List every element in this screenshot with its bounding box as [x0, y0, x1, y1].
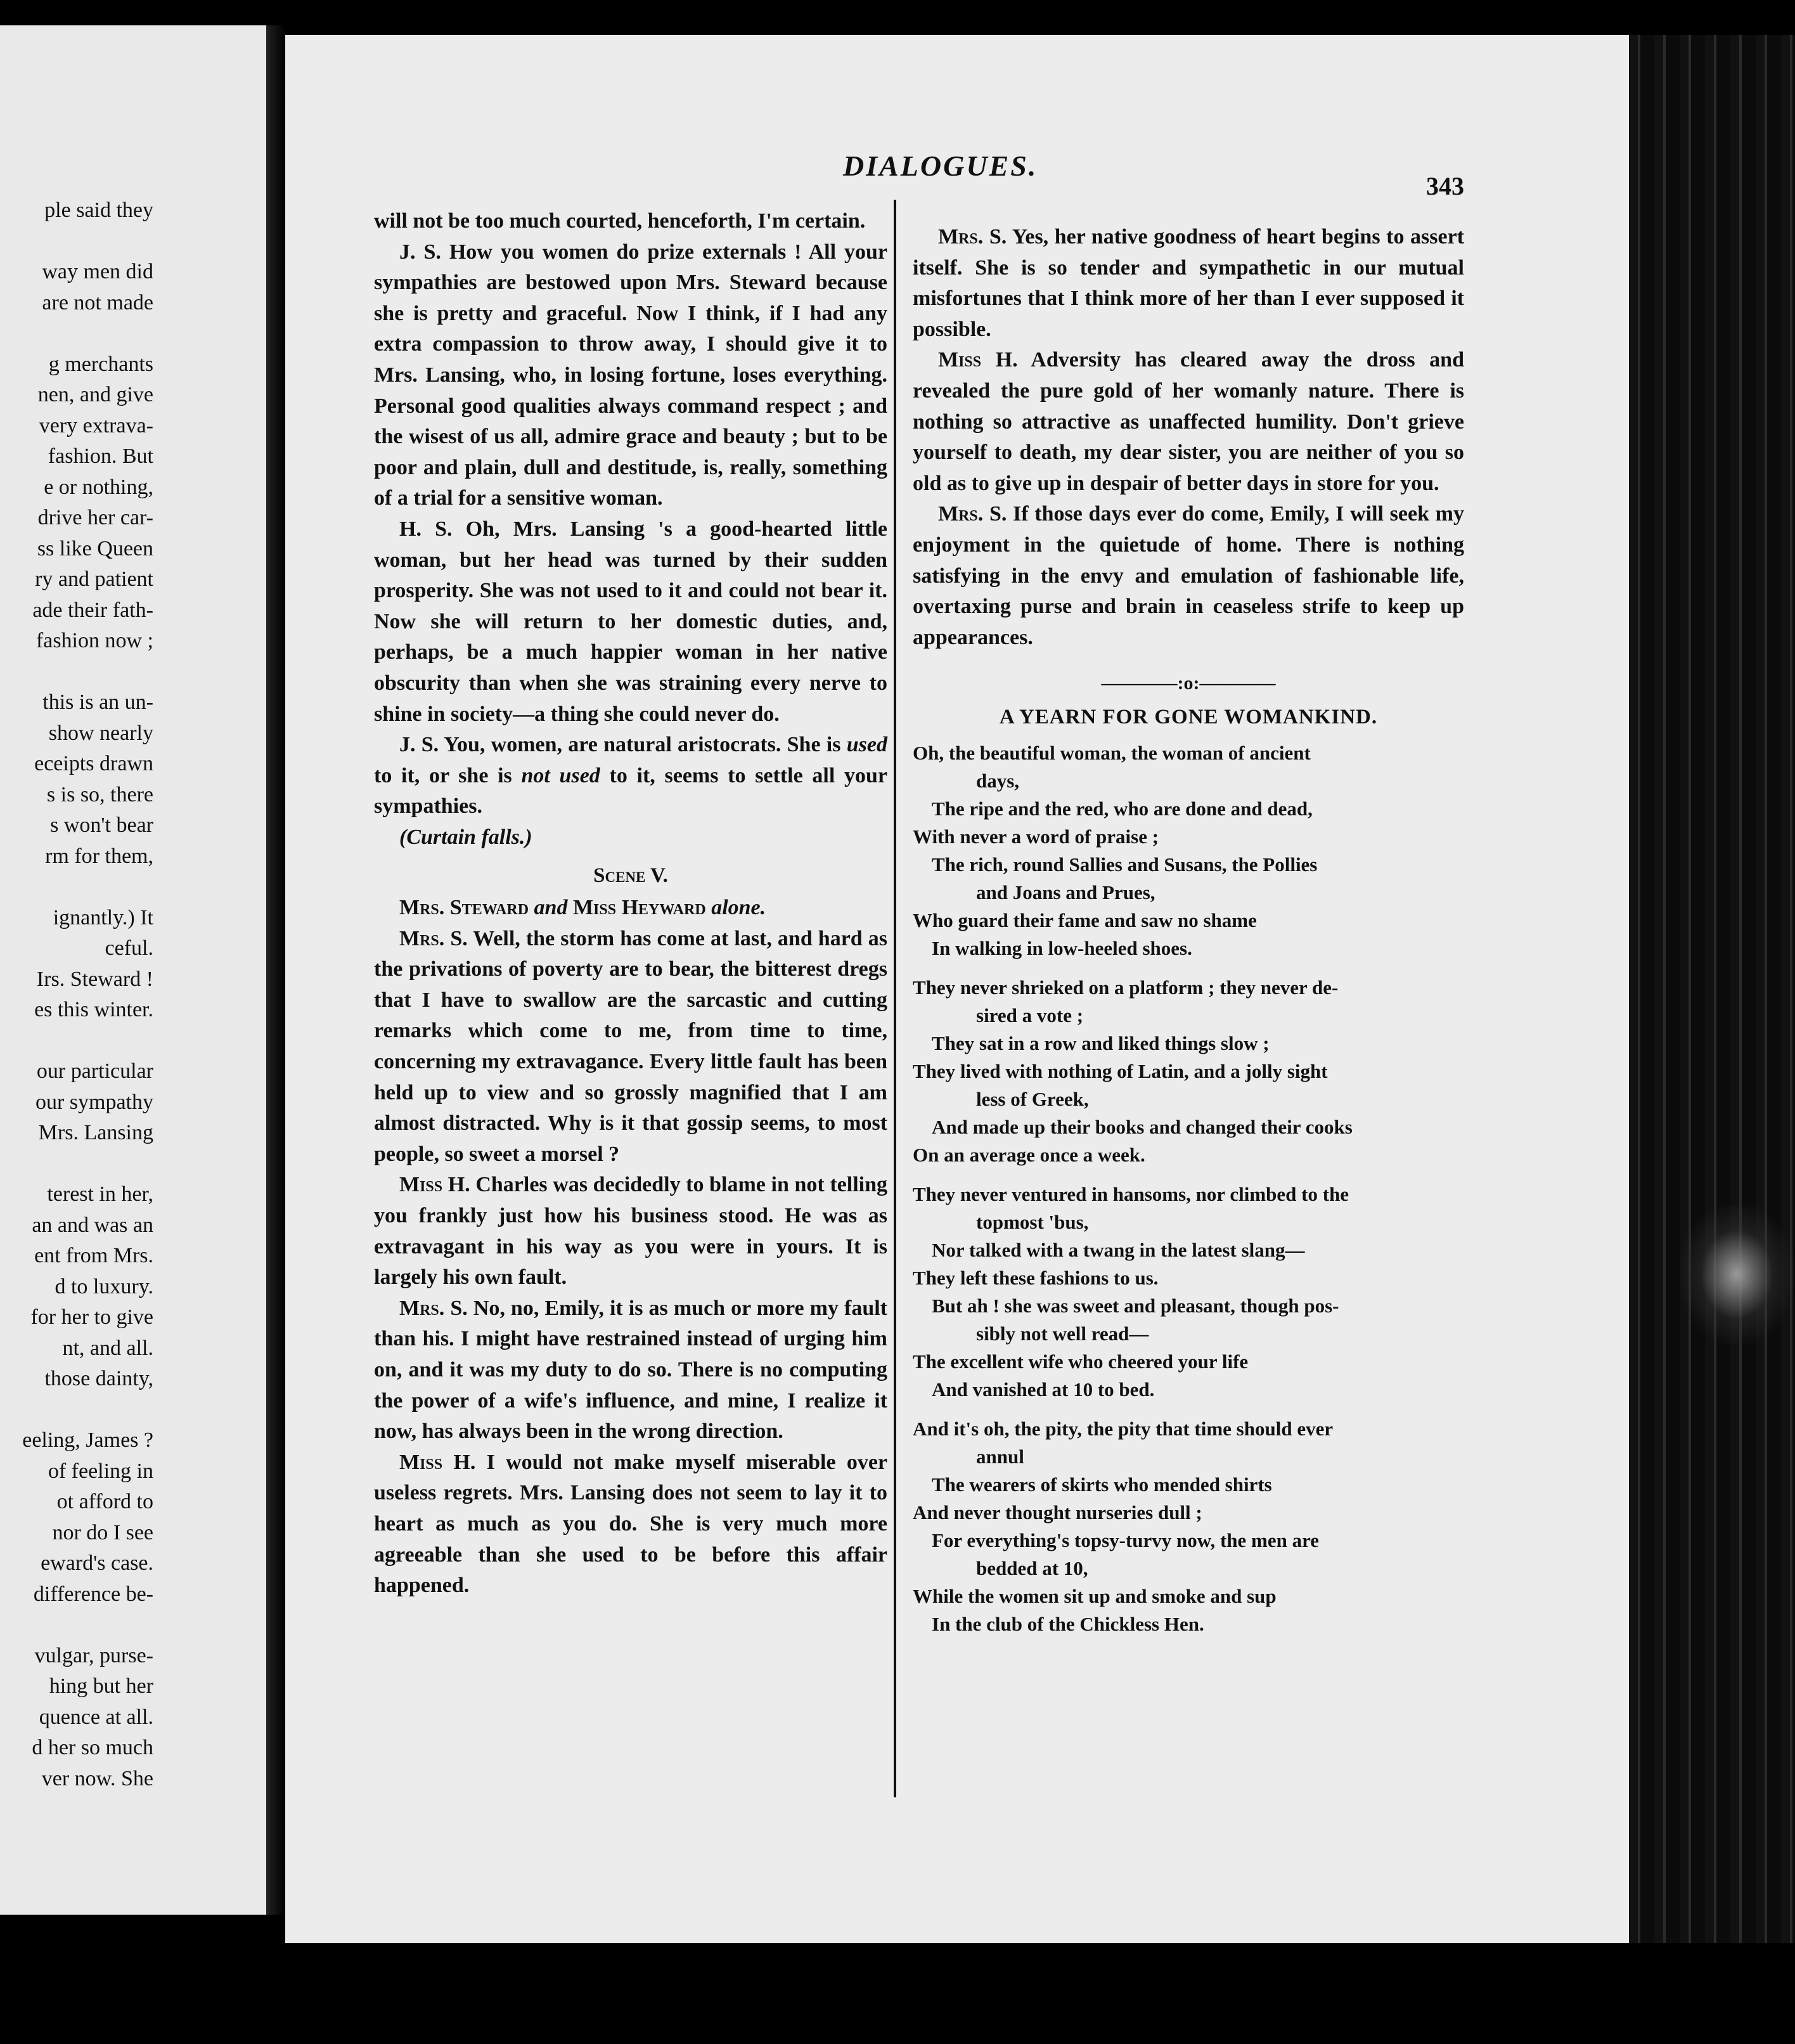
section-ornament: ————:o:————	[1101, 673, 1276, 694]
column-rule	[894, 200, 896, 1797]
paragraph: will not be too much courted, henceforth, I'm certain.	[374, 209, 866, 233]
left-page-line: way men did	[42, 260, 153, 283]
left-page-line: our particular	[36, 1059, 153, 1083]
poem-line: bedded at 10,	[976, 1556, 1088, 1579]
left-page-line: this is an un-	[42, 690, 153, 714]
left-page-line: ry and patient	[35, 567, 153, 591]
left-page-line	[0, 226, 266, 257]
speaker: Mrs. S.	[938, 502, 1007, 526]
left-page-line: Irs. Steward !	[36, 967, 153, 991]
left-page-line: our sympathy	[35, 1090, 153, 1114]
left-page-line: nt, and all.	[62, 1336, 153, 1360]
left-page-line: eward's case.	[41, 1551, 153, 1575]
left-page	[0, 25, 270, 1915]
poem-line: They never ventured in hansoms, nor climbed to the	[913, 1182, 1349, 1205]
left-page-line: difference be-	[33, 1582, 153, 1606]
speaker: Mrs. S.	[399, 926, 468, 950]
speaker: J. S.	[399, 240, 441, 264]
poem-line: and Joans and Prues,	[976, 881, 1155, 903]
poem-line: And vanished at 10 to bed.	[932, 1378, 1155, 1400]
left-page-line: nor do I see	[52, 1520, 153, 1544]
paragraph: Mrs. S. If those days ever do come, Emily, I will seek my enjoyment in the quietude of home. There is nothing satisfying in the envy and emulation of fashionable life, overtaxing purse and brain in ceaseless strife to keep up appearances.	[913, 502, 1465, 649]
speaker: H. S.	[399, 517, 453, 541]
poem-stanza	[913, 1415, 1464, 1638]
poem-line: Nor talked with a twang in the latest slang—	[932, 1238, 1305, 1261]
left-page-line: drive her car-	[37, 506, 153, 529]
left-page-line: an and was an	[32, 1213, 153, 1237]
left-page-line: g merchants	[48, 352, 153, 376]
poem-line: The wearers of skirts who mended shirts	[932, 1473, 1272, 1496]
left-page-line: ceful.	[105, 936, 153, 960]
left-page-line: terest in her,	[47, 1182, 153, 1206]
left-page-line	[0, 1610, 266, 1641]
poem-line: The excellent wife who cheered your life	[913, 1350, 1249, 1373]
poem-title: A YEARN FOR GONE WOMANKIND.	[999, 705, 1378, 728]
left-page-line: are not made	[42, 290, 153, 314]
left-page-text	[0, 195, 266, 1794]
poem-line: Who guard their fame and saw no shame	[913, 909, 1257, 931]
poem-line: They left these fashions to us.	[913, 1266, 1159, 1289]
left-page-line: es this winter.	[34, 998, 153, 1021]
left-page-line: ade their fath-	[32, 598, 153, 622]
column-right	[913, 222, 1464, 1638]
paragraph: J. S. You, women, are natural aristocrats. She is used to it, or she is not used to it, seems to settle all your sympathies.	[374, 733, 887, 818]
poem-line: While the women sit up and smoke and sup	[913, 1584, 1277, 1607]
paragraph: J. S. How you women do prize externals ! All your sympathies are bestowed upon Mrs. Steward because she is pretty and graceful. Now I think, if I had any extra compassion to throw away, I should give it to Mrs. Lansing, who, in losing fortune, loses everything. Personal good qualities always command respect ; and the wisest of us all, admire grace and beauty ; but to be poor and plain, dull and destitude, is, really, something of a trial for a sensitive woman.	[374, 240, 887, 510]
left-page-line: of feeling in	[48, 1459, 153, 1483]
stage-direction: Mrs. Steward and Miss Heyward alone.	[399, 896, 766, 920]
paragraph: Miss H. I would not make myself miserable over useless regrets. Mrs. Lansing does not seem to lay it to heart as much as you do. She is very much more agreeable than she used to be before this affair happened.	[374, 1450, 888, 1598]
poem-line: They lived with nothing of Latin, and a jolly sight	[913, 1059, 1328, 1082]
speaker: Mrs. S.	[399, 1296, 468, 1320]
page-number: 343	[1426, 172, 1464, 200]
poem-line: And made up their books and changed their cooks	[932, 1115, 1353, 1138]
left-page-line	[0, 657, 266, 688]
poem-line: They sat in a row and liked things slow ;	[932, 1032, 1270, 1054]
speaker: J. S.	[399, 733, 439, 757]
poem-line: annul	[976, 1445, 1024, 1468]
left-page-line: ple said they	[44, 198, 153, 222]
running-head: DIALOGUES.	[843, 150, 1038, 182]
left-page-line	[0, 318, 266, 349]
left-page-line: show nearly	[48, 721, 153, 745]
left-page-line: Mrs. Lansing	[38, 1121, 153, 1144]
paragraph: Miss H. Charles was decidedly to blame in not telling you frankly just how his business stood. He was as extravagant in his way as you were in yours. It is largely his own fault.	[374, 1173, 888, 1290]
poem-line: With never a word of praise ;	[913, 825, 1159, 848]
poem-line: In the club of the Chickless Hen.	[932, 1612, 1204, 1635]
stage-direction: (Curtain falls.)	[399, 825, 532, 849]
poem-line: less of Greek,	[976, 1087, 1089, 1110]
edge-highlight	[1680, 1205, 1794, 1344]
poem-line: And it's oh, the pity, the pity that time should ever	[913, 1417, 1334, 1440]
left-page-line: eeling, James ?	[22, 1428, 153, 1452]
poem-line: topmost 'bus,	[976, 1210, 1089, 1233]
left-page-line: fashion. But	[48, 444, 153, 468]
left-page-line: vulgar, purse-	[34, 1643, 153, 1667]
left-page-line: ot afford to	[56, 1490, 153, 1513]
poem-line: For everything's topsy-turvy now, the men are	[932, 1529, 1320, 1551]
left-page-line: ss like Queen	[37, 536, 153, 560]
scan-border	[285, 1943, 1795, 2044]
poem-line: The ripe and the red, who are done and dead,	[932, 797, 1313, 820]
left-page-line: e or nothing,	[44, 475, 153, 499]
column-left	[374, 206, 887, 1601]
left-page-line: hing but her	[49, 1674, 153, 1698]
poem-line: Oh, the beautiful woman, the woman of ancient	[913, 741, 1311, 764]
left-page-line: rm for them,	[45, 844, 153, 868]
left-page-line	[0, 1026, 266, 1057]
poem-line: The rich, round Sallies and Susans, the Pollies	[932, 853, 1318, 876]
left-page-line: those dainty,	[44, 1367, 153, 1390]
poem-stanza	[913, 739, 1464, 962]
paragraph: Mrs. S. Yes, her native goodness of heart begins to assert itself. She is so tender and sympathetic in our mutual misfortunes that I think more of her than I ever supposed it possible.	[913, 225, 1464, 341]
left-page-line: s is so, there	[46, 782, 153, 806]
speaker: Miss H.	[399, 1173, 470, 1197]
poem-line: sired a vote ;	[976, 1004, 1084, 1026]
poem-line: But ah ! she was sweet and pleasant, though pos-	[932, 1294, 1339, 1317]
speaker: Miss H.	[938, 348, 1018, 372]
left-page-line: for her to give	[30, 1305, 153, 1329]
speaker: Mrs. S.	[938, 225, 1007, 249]
left-page-line	[0, 872, 266, 903]
poem-line: In walking in low-heeled shoes.	[932, 936, 1192, 959]
left-page-line: nen, and give	[37, 383, 153, 406]
left-page-line: ver now. She	[41, 1766, 153, 1790]
left-page-line	[0, 1395, 266, 1426]
paragraph: Miss H. Adversity has cleared away the dross and revealed the pure gold of her womanly nature. There is nothing so attractive as unaffected humility. Don't grieve yourself to death, my dear sister, you are neither of you so old as to give up in despair of better days in store for you.	[913, 348, 1464, 495]
poem-stanza	[913, 1180, 1464, 1404]
poem-line: And never thought nurseries dull ;	[913, 1501, 1202, 1523]
left-page-line: d her so much	[32, 1736, 153, 1759]
gutter	[266, 25, 285, 1915]
left-page-line: ent from Mrs.	[34, 1244, 153, 1267]
left-page-line: s won't bear	[50, 813, 153, 837]
scene-heading: Scene V.	[593, 864, 668, 888]
paragraph: Mrs. S. No, no, Emily, it is as much or more my fault than his. I might have restrained instead of urging him on, and it was my duty to do so. There is no computing the power of a wife's influence, and mine, I realize it now, has always been in the wrong direction.	[374, 1296, 888, 1444]
left-page-line: very extrava-	[39, 413, 153, 437]
poem-line: days,	[976, 769, 1020, 792]
poem-line: On an average once a week.	[913, 1143, 1145, 1166]
left-page-line: quence at all.	[39, 1705, 153, 1729]
poem	[913, 739, 1464, 1638]
left-page-line: eceipts drawn	[34, 752, 153, 775]
paragraph: Mrs. S. Well, the storm has come at last, and hard as the privations of poverty are to bear, the bitterest dregs that I have to swallow are the sarcastic and cutting remarks which come to me, from time to time, concerning my extravagance. Every little fault has been held up to view and so grossly magnified that I am almost distracted. Why is it that gossip seems, to most people, so sweet a morsel ?	[374, 926, 887, 1166]
left-page-line: fashion now ;	[35, 629, 153, 652]
book-edge	[1629, 35, 1795, 1943]
left-page-line	[0, 1149, 266, 1180]
left-page-line: ignantly.) It	[53, 905, 153, 929]
poem-line: sibly not well read—	[976, 1322, 1149, 1345]
paragraph: H. S. Oh, Mrs. Lansing 's a good-hearted little woman, but her head was turned by their sudden prosperity. She was not used to it and could not bear it. Now she will return to her domestic duties, and, perhaps, be a much happier woman in her native obscurity than when she was straining every nerve to shine in society—a thing she could never do.	[374, 517, 888, 726]
left-page-line: d to luxury.	[55, 1274, 153, 1298]
poem-stanza	[913, 974, 1464, 1169]
right-page	[285, 35, 1629, 1943]
speaker: Miss H.	[399, 1450, 476, 1474]
poem-line: They never shrieked on a platform ; they never de-	[913, 976, 1339, 999]
